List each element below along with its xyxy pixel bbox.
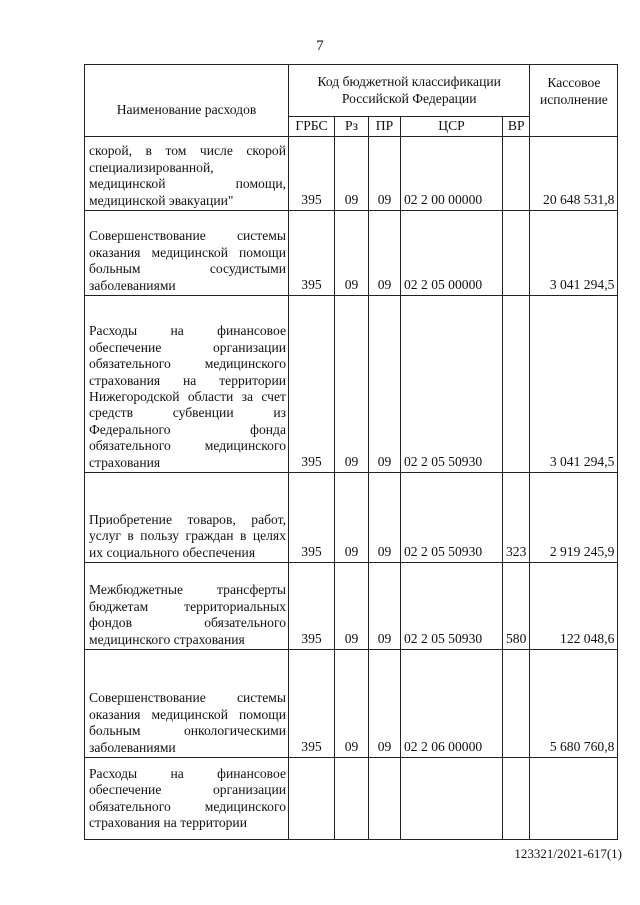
header-code: Код бюджетной классификации Российской Федерации	[289, 65, 530, 117]
header-rz: Рз	[335, 117, 369, 137]
table-row	[85, 137, 618, 211]
row-grbs: 395	[289, 211, 335, 296]
row-rz: 09	[335, 211, 369, 296]
row-rz: 09	[335, 137, 369, 211]
row-vr: 580	[503, 563, 530, 650]
row-name: Межбюджетные трансферты бюджетам территориальных фондов обязательного медицинского страхования	[85, 563, 289, 650]
row-rz	[335, 758, 369, 840]
row-vr: 323	[503, 473, 530, 563]
row-pr: 09	[369, 296, 401, 473]
row-amount	[530, 758, 618, 840]
row-grbs: 395	[289, 650, 335, 758]
row-csr: 02 2 06 00000	[401, 650, 503, 758]
row-name: Расходы на финансовое обеспечение организации обязательного медицинского страхования на территории	[85, 758, 289, 840]
row-csr: 02 2 05 00000	[401, 211, 503, 296]
row-rz: 09	[335, 563, 369, 650]
header-exec: Кассовое исполнение	[530, 65, 618, 137]
row-pr: 09	[369, 137, 401, 211]
row-rz: 09	[335, 473, 369, 563]
page-number: 7	[316, 38, 324, 54]
row-amount: 20 648 531,8	[530, 137, 618, 211]
row-rz: 09	[335, 650, 369, 758]
row-grbs: 395	[289, 563, 335, 650]
row-pr: 09	[369, 650, 401, 758]
row-pr: 09	[369, 563, 401, 650]
row-grbs: 395	[289, 296, 335, 473]
table-row	[85, 211, 618, 296]
row-pr	[369, 758, 401, 840]
table-row	[85, 650, 618, 758]
table-row	[85, 758, 618, 840]
row-csr: 02 2 05 50930	[401, 563, 503, 650]
row-csr	[401, 758, 503, 840]
header-name: Наименование расходов	[85, 65, 289, 137]
row-name: скорой, в том числе скорой специализированной, медицинской помощи, медицинской эвакуации"	[85, 137, 289, 211]
row-grbs: 395	[289, 137, 335, 211]
row-vr	[503, 758, 530, 840]
header-grbs: ГРБС	[289, 117, 335, 137]
row-csr: 02 2 05 50930	[401, 296, 503, 473]
row-csr: 02 2 00 00000	[401, 137, 503, 211]
row-amount: 122 048,6	[530, 563, 618, 650]
table-row	[85, 473, 618, 563]
row-amount: 3 041 294,5	[530, 211, 618, 296]
row-name: Совершенствование системы оказания медицинской помощи больным онкологическими заболеваниями	[85, 650, 289, 758]
row-name: Совершенствование системы оказания медицинской помощи больным сосудистыми заболеваниями	[85, 211, 289, 296]
row-name: Расходы на финансовое обеспечение организации обязательного медицинского страхования на территории Нижегородской области за счет средств субвенции из Федерального фонда обязательного медицинского страхования	[85, 296, 289, 473]
expenses-table	[84, 64, 618, 840]
row-csr: 02 2 05 50930	[401, 473, 503, 563]
table-row	[85, 563, 618, 650]
row-amount: 3 041 294,5	[530, 296, 618, 473]
row-vr	[503, 650, 530, 758]
header-csr: ЦСР	[401, 117, 503, 137]
row-grbs	[289, 758, 335, 840]
row-vr	[503, 296, 530, 473]
row-pr: 09	[369, 473, 401, 563]
header-pr: ПР	[369, 117, 401, 137]
header-vr: ВР	[503, 117, 530, 137]
row-vr	[503, 211, 530, 296]
row-amount: 2 919 245,9	[530, 473, 618, 563]
row-vr	[503, 137, 530, 211]
table-row	[85, 296, 618, 473]
document-id: 123321/2021-617(1)	[514, 846, 622, 861]
row-amount: 5 680 760,8	[530, 650, 618, 758]
row-name: Приобретение товаров, работ, услуг в пользу граждан в целях их социального обеспечения	[85, 473, 289, 563]
row-grbs: 395	[289, 473, 335, 563]
row-pr: 09	[369, 211, 401, 296]
row-rz: 09	[335, 296, 369, 473]
